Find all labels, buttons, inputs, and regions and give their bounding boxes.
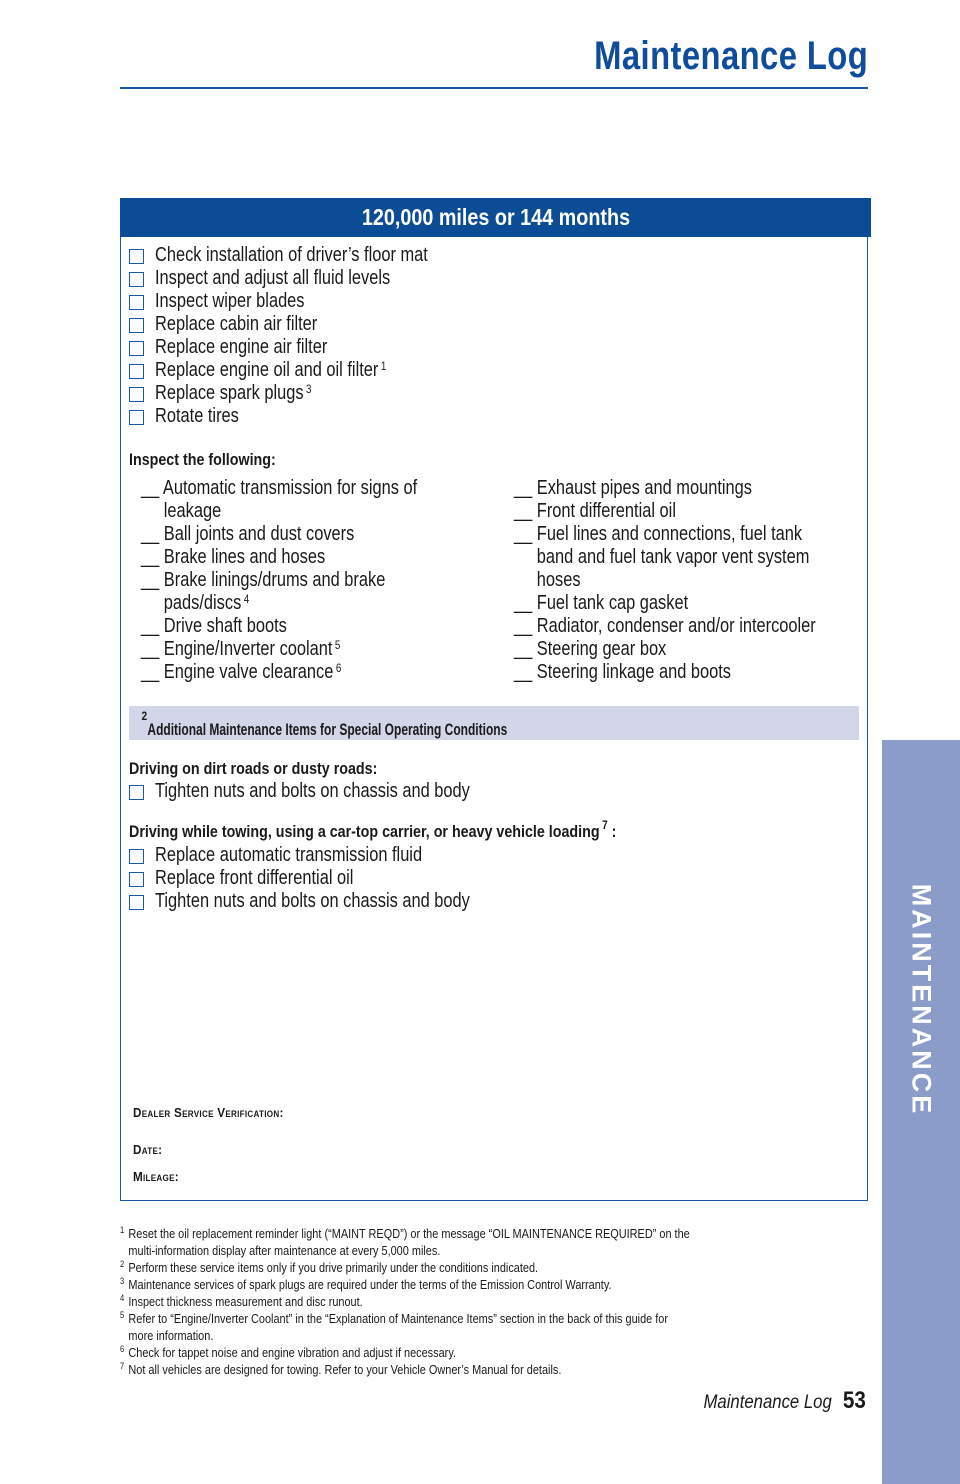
dealer-verification-label: Dealer Service Verification:	[133, 1105, 284, 1120]
inspect-list-left	[141, 477, 481, 684]
check-item-label: Inspect and adjust all fluid levels	[155, 267, 391, 289]
footnote-text: Inspect thickness measurement and disc runout.	[128, 1294, 363, 1309]
service-interval-title: 120,000 miles or 144 months	[361, 204, 630, 230]
inspect-item: __ Front differential oil	[514, 500, 676, 522]
check-item-label: Inspect wiper blades	[155, 290, 305, 312]
footnote-text: Check for tappet noise and engine vibration and adjust if necessary.	[128, 1345, 456, 1360]
towing-heading: Driving while towing, using a car-top carrier, or heavy vehicle loading $^7$ :	[129, 818, 617, 841]
checkbox-icon[interactable]	[129, 410, 144, 425]
inspect-item: pads/discs $^4$	[141, 592, 250, 614]
footnote-text: Maintenance services of spark plugs are required under the terms of the Emission Control Warranty.	[128, 1277, 612, 1292]
footnote-number: 4	[120, 1293, 125, 1303]
footnote-line	[120, 1259, 868, 1276]
footnote-line	[120, 1310, 868, 1327]
inspect-item: __ Brake linings/drums and brake	[141, 569, 386, 591]
check-item-label: Rotate tires	[155, 405, 239, 427]
mileage-label: Mileage:	[133, 1169, 179, 1184]
check-item-label: Replace front differential oil	[155, 867, 354, 889]
footnote-text: Refer to “Engine/Inverter Coolant” in the “Explanation of Maintenance Items” section in the back of this guide for	[128, 1311, 669, 1326]
checkbox-icon[interactable]	[129, 295, 144, 310]
checkbox-icon[interactable]	[129, 272, 144, 287]
page-number: 53	[843, 1387, 867, 1414]
checkbox-icon[interactable]	[129, 364, 144, 379]
footnote-ref: 2	[141, 709, 148, 723]
inspect-item: __ Ball joints and dust covers	[141, 523, 355, 545]
service-box	[120, 198, 868, 1201]
check-item-label: Replace spark plugs $^3$	[155, 382, 312, 404]
footnote-ref: 4	[243, 592, 250, 606]
footnote-text: Not all vehicles are designed for towing. Refer to your Vehicle Owner’s Manual for details.	[128, 1362, 562, 1377]
page-footer	[686, 1387, 868, 1415]
footnote-ref: 7	[602, 818, 608, 832]
inspect-item: __ Automatic transmission for signs of	[141, 477, 418, 499]
footnote-number: 6	[120, 1344, 125, 1354]
footnote-text: multi-information display after maintenance at every 5,000 miles.	[128, 1243, 441, 1258]
special-conditions-band	[129, 706, 859, 740]
footnote-ref: 1	[380, 359, 387, 373]
footnote-line	[120, 1242, 868, 1259]
footer-label: Maintenance Log	[703, 1392, 832, 1413]
service-interval-header	[120, 198, 871, 237]
dirt-roads-heading: Driving on dirt roads or dusty roads:	[129, 759, 378, 778]
side-tab	[882, 740, 960, 1484]
check-item-label: Check installation of driver’s floor mat	[155, 244, 428, 266]
footnote-number: 7	[120, 1361, 125, 1371]
inspect-item: leakage	[141, 500, 222, 522]
inspect-item: __ Drive shaft boots	[141, 615, 287, 637]
footnotes	[120, 1225, 870, 1378]
footnote-text: Reset the oil replacement reminder light (“MAINT REQD”) or the message “OIL MAINTENANCE REQUIRED” on the	[128, 1226, 690, 1241]
footnote-ref: 3	[306, 382, 312, 396]
inspect-item: band and fuel tank vapor vent system	[514, 546, 810, 568]
checkbox-icon[interactable]	[129, 341, 144, 356]
footnote-line	[120, 1361, 868, 1378]
check-item-label: Replace automatic transmission fluid	[155, 844, 423, 866]
checkbox-icon[interactable]	[129, 387, 144, 402]
check-item-label: Tighten nuts and bolts on chassis and body	[155, 890, 470, 912]
footnote-number: 5	[120, 1310, 125, 1320]
special-conditions-heading: Additional Maintenance Items for Special Operating Conditions $^2$	[141, 709, 508, 739]
footnote-line	[120, 1276, 868, 1293]
check-item-label: Replace engine air filter	[155, 336, 328, 358]
page-title: Maintenance Log	[593, 34, 868, 78]
side-tab-label: MAINTENANCE	[906, 883, 937, 1117]
footnote-ref: 5	[334, 638, 341, 652]
check-item-label: Replace cabin air filter	[155, 313, 318, 335]
title-rule	[120, 87, 868, 89]
footnote-text: Perform these service items only if you drive primarily under the conditions indicated.	[128, 1260, 539, 1275]
inspect-item: __ Steering gear box	[514, 638, 667, 660]
check-item-label: Tighten nuts and bolts on chassis and body	[155, 780, 470, 802]
date-label: Date:	[133, 1142, 163, 1157]
inspect-item: __ Brake lines and hoses	[141, 546, 326, 568]
checkbox-icon[interactable]	[129, 785, 144, 800]
inspect-list-right	[514, 477, 885, 684]
checkbox-icon[interactable]	[129, 895, 144, 910]
inspect-item: __ Fuel lines and connections, fuel tank	[514, 523, 803, 545]
footnote-line	[120, 1293, 868, 1310]
inspect-heading: Inspect the following:	[129, 450, 276, 469]
footnote-line	[120, 1327, 868, 1344]
inspect-item: __ Engine/Inverter coolant $^5$	[141, 638, 341, 660]
checkbox-icon[interactable]	[129, 872, 144, 887]
footnote-text: more information.	[128, 1328, 214, 1343]
footnote-line	[120, 1225, 868, 1242]
inspect-item: __ Radiator, condenser and/or intercooler	[514, 615, 816, 637]
footnote-number: 1	[120, 1225, 125, 1235]
checkbox-icon[interactable]	[129, 249, 144, 264]
footnote-ref: 6	[335, 661, 342, 675]
inspect-item: __ Steering linkage and boots	[514, 661, 732, 683]
footnote-number: 2	[120, 1259, 125, 1269]
inspect-item: hoses	[514, 569, 581, 591]
inspect-item: __ Exhaust pipes and mountings	[514, 477, 752, 499]
checkbox-icon[interactable]	[129, 849, 144, 864]
footnote-line	[120, 1344, 868, 1361]
check-item-label: Replace engine oil and oil filter $^1$	[155, 359, 387, 381]
inspect-item: __ Engine valve clearance $^6$	[141, 661, 342, 683]
footnote-number: 3	[120, 1276, 125, 1286]
inspect-item: __ Fuel tank cap gasket	[514, 592, 689, 614]
checkbox-icon[interactable]	[129, 318, 144, 333]
